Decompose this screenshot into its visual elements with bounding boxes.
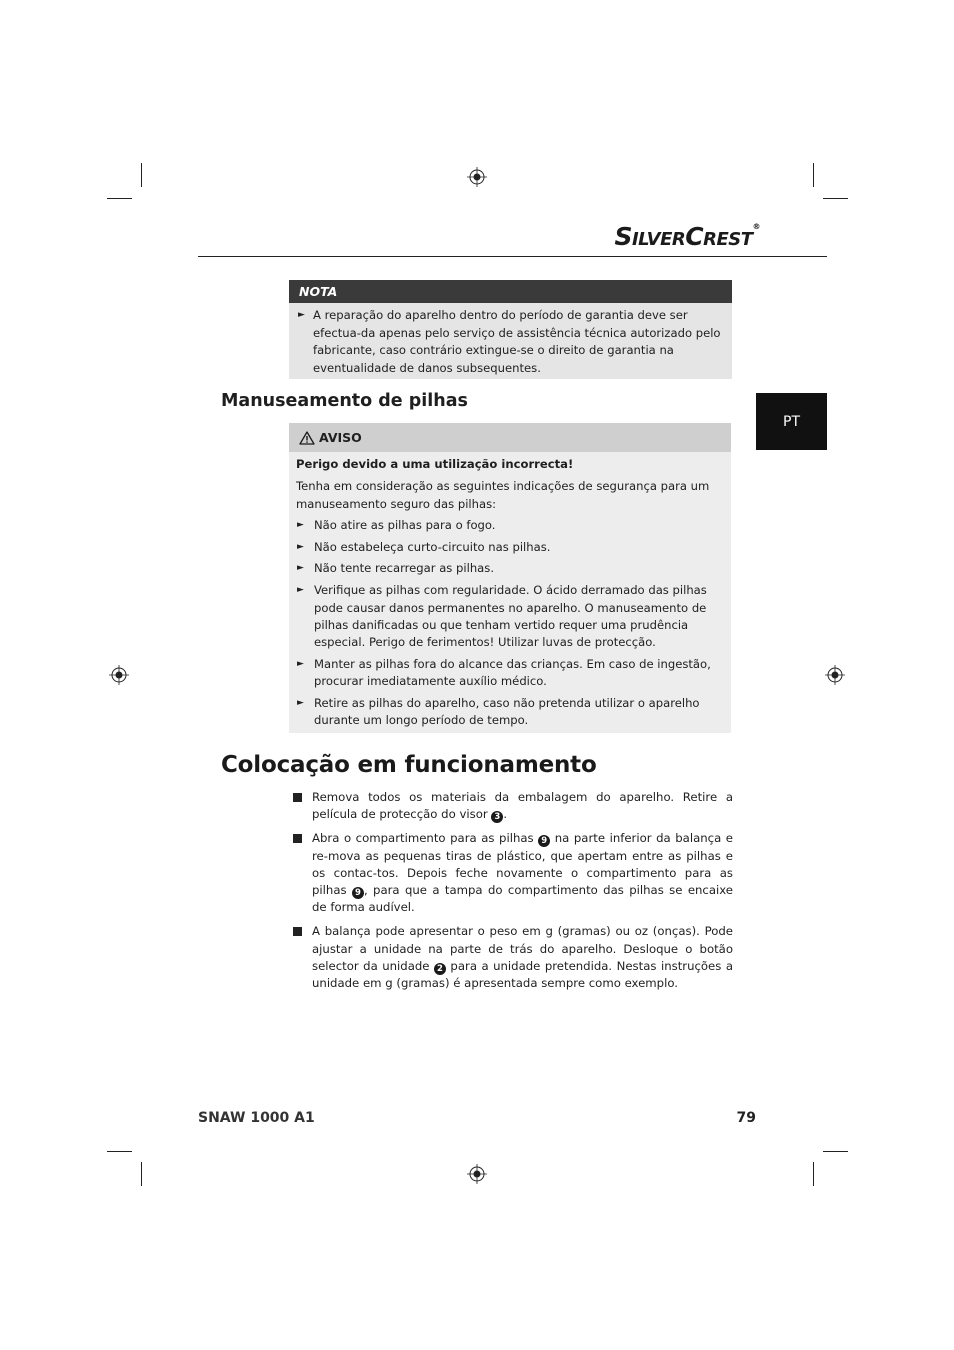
crop-mark	[141, 1162, 142, 1186]
note-box	[289, 280, 732, 379]
note-heading: NOTA	[289, 280, 732, 303]
registered-trademark: ®	[752, 222, 760, 231]
footer-model: SNAW 1000 A1	[198, 1110, 315, 1126]
startup-steps	[292, 789, 733, 999]
list-item: ► Retire as pilhas do aparelho, caso não pretenda utilizar o aparelho durante um longo período de tempo.	[297, 696, 700, 728]
callout-number: 9	[352, 887, 364, 899]
registration-mark-icon	[825, 665, 845, 685]
bullet-arrow-icon: ►	[298, 310, 305, 320]
bullet-arrow-icon: ►	[297, 519, 304, 530]
list-item: ► Não atire as pilhas para o fogo.	[296, 517, 721, 534]
list-item: ► Não tente recarregar as pilhas.	[296, 560, 721, 577]
header-divider	[198, 256, 827, 257]
list-item: ► Manter as pilhas fora do alcance das crianças. Em caso de ingestão, procurar imediatamente auxílio médico.	[297, 656, 711, 689]
registration-mark-icon	[467, 1164, 487, 1184]
warning-label: AVISO	[319, 430, 362, 445]
step-item: A balança pode apresentar o peso em g (gramas) ou oz (onças). Pode ajustar a unidade na parte de trás do aparelho. Desloque o botão selector da unidade 2 para a unidade pretendida. Nestas instruções a unidade em g (gramas) é apresentada sempre como exemplo.	[292, 923, 733, 992]
warning-title: Perigo devido a uma utilização incorrecta!	[296, 457, 574, 471]
callout-number: 9	[538, 835, 550, 847]
callout-number: 3	[491, 811, 503, 823]
section-heading-startup: Colocação em funcionamento	[221, 752, 597, 778]
brand-logo: SILVERCREST®	[614, 222, 760, 251]
square-bullet-icon	[293, 927, 302, 936]
bullet-arrow-icon: ►	[297, 698, 304, 709]
crop-mark	[823, 1151, 848, 1152]
bullet-arrow-icon: ►	[297, 585, 304, 596]
bullet-arrow-icon: ►	[297, 658, 304, 669]
crop-mark	[823, 198, 848, 199]
page-number: 79	[736, 1110, 756, 1126]
section-heading-battery: Manuseamento de pilhas	[221, 391, 468, 411]
warning-triangle-icon	[299, 431, 315, 445]
crop-mark	[107, 198, 132, 199]
square-bullet-icon	[293, 834, 302, 843]
step-item: Abra o compartimento para as pilhas 9 na parte inferior da balança e re-mova as pequenas tiras de plástico, que apertam entre as pilhas e os contac-tos. Depois feche novamente o compartimento para as pilhas 9 , para que a tampa do compartimento das pilhas se encaixe de forma audível.	[292, 830, 733, 916]
crop-mark	[813, 1162, 814, 1186]
callout-number: 2	[434, 963, 446, 975]
list-item: ► Não estabeleça curto-circuito nas pilhas.	[296, 539, 721, 556]
note-body	[289, 303, 732, 377]
bullet-arrow-icon: ►	[297, 563, 304, 574]
warning-intro: Tenha em consideração as seguintes indicações de segurança para um manuseamento seguro das pilhas:	[296, 479, 710, 511]
warning-heading	[289, 423, 731, 452]
crop-mark	[813, 163, 814, 187]
registration-mark-icon	[109, 665, 129, 685]
list-item: ► Verifique as pilhas com regularidade. O ácido derramado das pilhas pode causar danos permanentes no aparelho. O manuseamento de pilhas danificadas ou que tenham vertido requer uma prudência especial. Perigo de ferimentos! Utilizar luvas de protecção.	[297, 583, 707, 650]
crop-mark	[107, 1151, 132, 1152]
bullet-arrow-icon: ►	[297, 541, 304, 552]
language-tab: PT	[756, 393, 827, 450]
note-item: A reparação do aparelho dentro do período de garantia deve ser efectua-da apenas pelo serviço de assistência técnica autorizado pelo fabricante, caso contrário extingue-se o direito de garantia na eventualidade de danos subsequentes.	[313, 308, 721, 375]
warning-box	[289, 423, 731, 733]
registration-mark-icon	[467, 167, 487, 187]
step-item: Remova todos os materiais da embalagem do aparelho. Retire a película de protecção do visor 3 .	[292, 789, 733, 823]
warning-body	[289, 452, 731, 730]
crop-mark	[141, 163, 142, 187]
square-bullet-icon	[293, 793, 302, 802]
